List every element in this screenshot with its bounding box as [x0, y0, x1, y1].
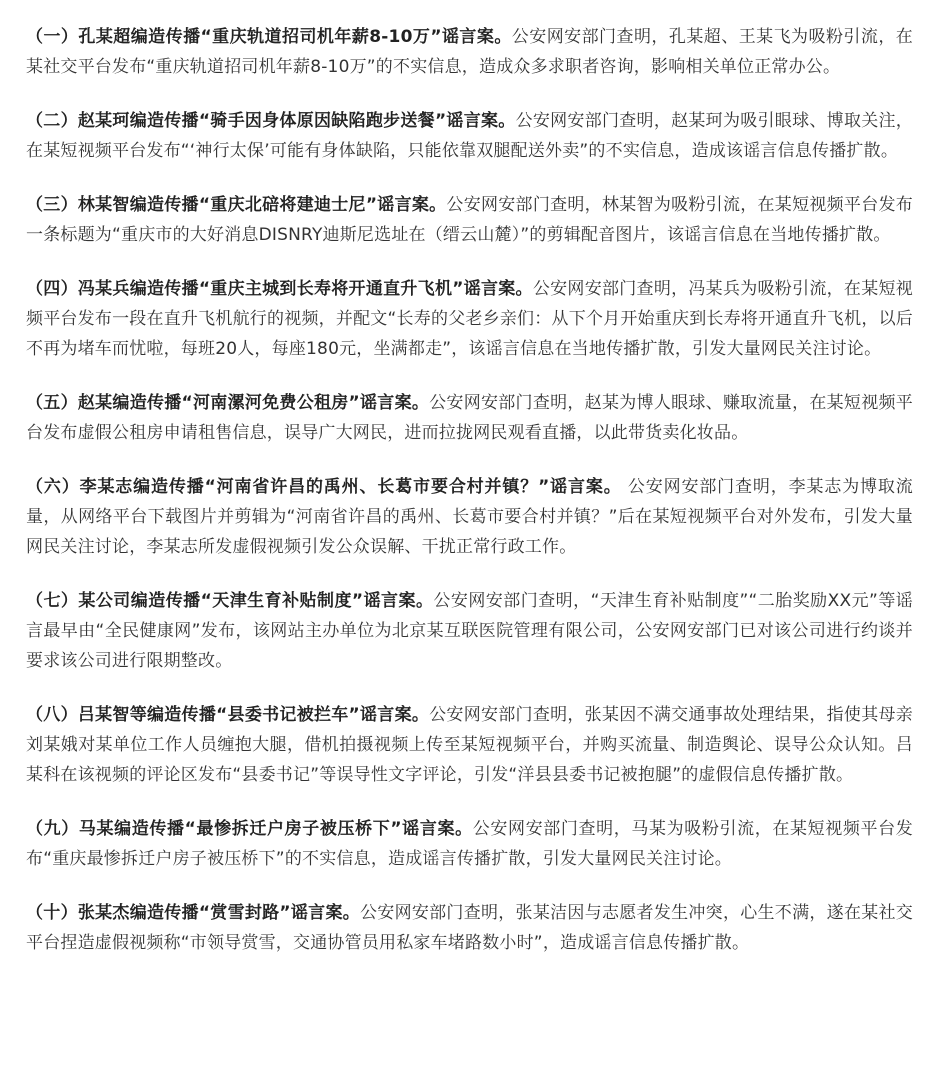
- case-title: （一）孔某超编造传播“重庆轨道招司机年薪8-10万”谣言案。: [26, 27, 512, 47]
- case-body: 公安网安部门查明，冯某兵为吸粉引流，在某短视频平台发布一段在直升飞机航行的视频，并配文“长寿的父老乡亲们：从下个月开始重庆到长寿将开通直升飞机，以后不再为堵车而忧啦，每班20人，每座180元，坐满都走”，该谣言信息在当地传播扩散，引发大量网民关注讨论。: [26, 279, 913, 359]
- case-body: 公安网安部门查明，赵某珂为吸引眼球、博取关注，在某短视频平台发布“‘神行太保’可能有身体缺陷，只能依靠双腿配送外卖”的不实信息，造成该谣言信息传播扩散。: [26, 111, 913, 161]
- case-body: 公安网安部门查明，林某智为吸粉引流，在某短视频平台发布一条标题为“重庆市的大好消息DISNRY迪斯尼选址在（缙云山麓）”的剪辑配音图片，该谣言信息在当地传播扩散。: [26, 195, 913, 245]
- case-title: （十）张某杰编造传播“赏雪封路”谣言案。: [26, 903, 361, 923]
- case-title: （六）李某志编造传播“河南省许昌的禹州、长葛市要合村并镇？”谣言案。: [26, 477, 622, 497]
- case-body: 公安网安部门查明，张某洁因与志愿者发生冲突，心生不满，遂在某社交平台捏造虚假视频称“市领导赏雪，交通协管员用私家车堵路数小时”，造成谣言信息传播扩散。: [26, 903, 913, 953]
- case-item-6: [26, 472, 913, 562]
- case-title: （八）吕某智等编造传播“县委书记被拦车”谣言案。: [26, 705, 430, 725]
- case-title: （三）林某智编造传播“重庆北碚将建迪士尼”谣言案。: [26, 195, 447, 215]
- case-item-5: [26, 388, 913, 448]
- case-item-8: [26, 700, 913, 790]
- case-item-9: [26, 814, 913, 874]
- case-title: （四）冯某兵编造传播“重庆主城到长寿将开通直升飞机”谣言案。: [26, 279, 533, 299]
- case-item-7: [26, 586, 913, 676]
- case-title: （二）赵某珂编造传播“骑手因身体原因缺陷跑步送餐”谣言案。: [26, 111, 516, 131]
- case-item-1: [26, 22, 913, 82]
- case-body: 公安网安部门查明，赵某为博人眼球、赚取流量，在某短视频平台发布虚假公租房申请租售信息，误导广大网民，进而拉拢网民观看直播，以此带货卖化妆品。: [26, 393, 913, 443]
- case-body: 公安网安部门查明，“天津生育补贴制度”“二胎奖励XX元”等谣言最早由“全民健康网”发布，该网站主办单位为北京某互联医院管理有限公司，公安网安部门已对该公司进行约谈并要求该公司进行限期整改。: [26, 591, 913, 671]
- case-item-3: [26, 190, 913, 250]
- case-title: （七）某公司编造传播“天津生育补贴制度”谣言案。: [26, 591, 434, 611]
- case-body: 公安网安部门查明，马某为吸粉引流，在某短视频平台发布“重庆最惨拆迁户房子被压桥下”的不实信息，造成谣言传播扩散，引发大量网民关注讨论。: [26, 819, 913, 869]
- case-item-2: [26, 106, 913, 166]
- case-title: （九）马某编造传播“最惨拆迁户房子被压桥下”谣言案。: [26, 819, 473, 839]
- case-body: 公安网安部门查明，孔某超、王某飞为吸粉引流，在某社交平台发布“重庆轨道招司机年薪8-10万”的不实信息，造成众多求职者咨询，影响相关单位正常办公。: [26, 27, 913, 77]
- case-item-10: [26, 898, 913, 958]
- case-title: （五）赵某编造传播“河南漯河免费公租房”谣言案。: [26, 393, 430, 413]
- case-item-4: [26, 274, 913, 364]
- case-body: 公安网安部门查明，张某因不满交通事故处理结果，指使其母亲刘某娥对某单位工作人员缠抱大腿，借机拍摄视频上传至某短视频平台，并购买流量、制造舆论、误导公众认知。吕某科在该视频的评论区发布“县委书记”等误导性文字评论，引发“洋县县委书记被抱腿”的虚假信息传播扩散。: [26, 705, 913, 785]
- case-body: 公安网安部门查明，李某志为博取流量，从网络平台下载图片并剪辑为“河南省许昌的禹州、长葛市要合村并镇？”后在某短视频平台对外发布，引发大量网民关注讨论，李某志所发虚假视频引发公众误解、干扰正常行政工作。: [26, 477, 913, 557]
